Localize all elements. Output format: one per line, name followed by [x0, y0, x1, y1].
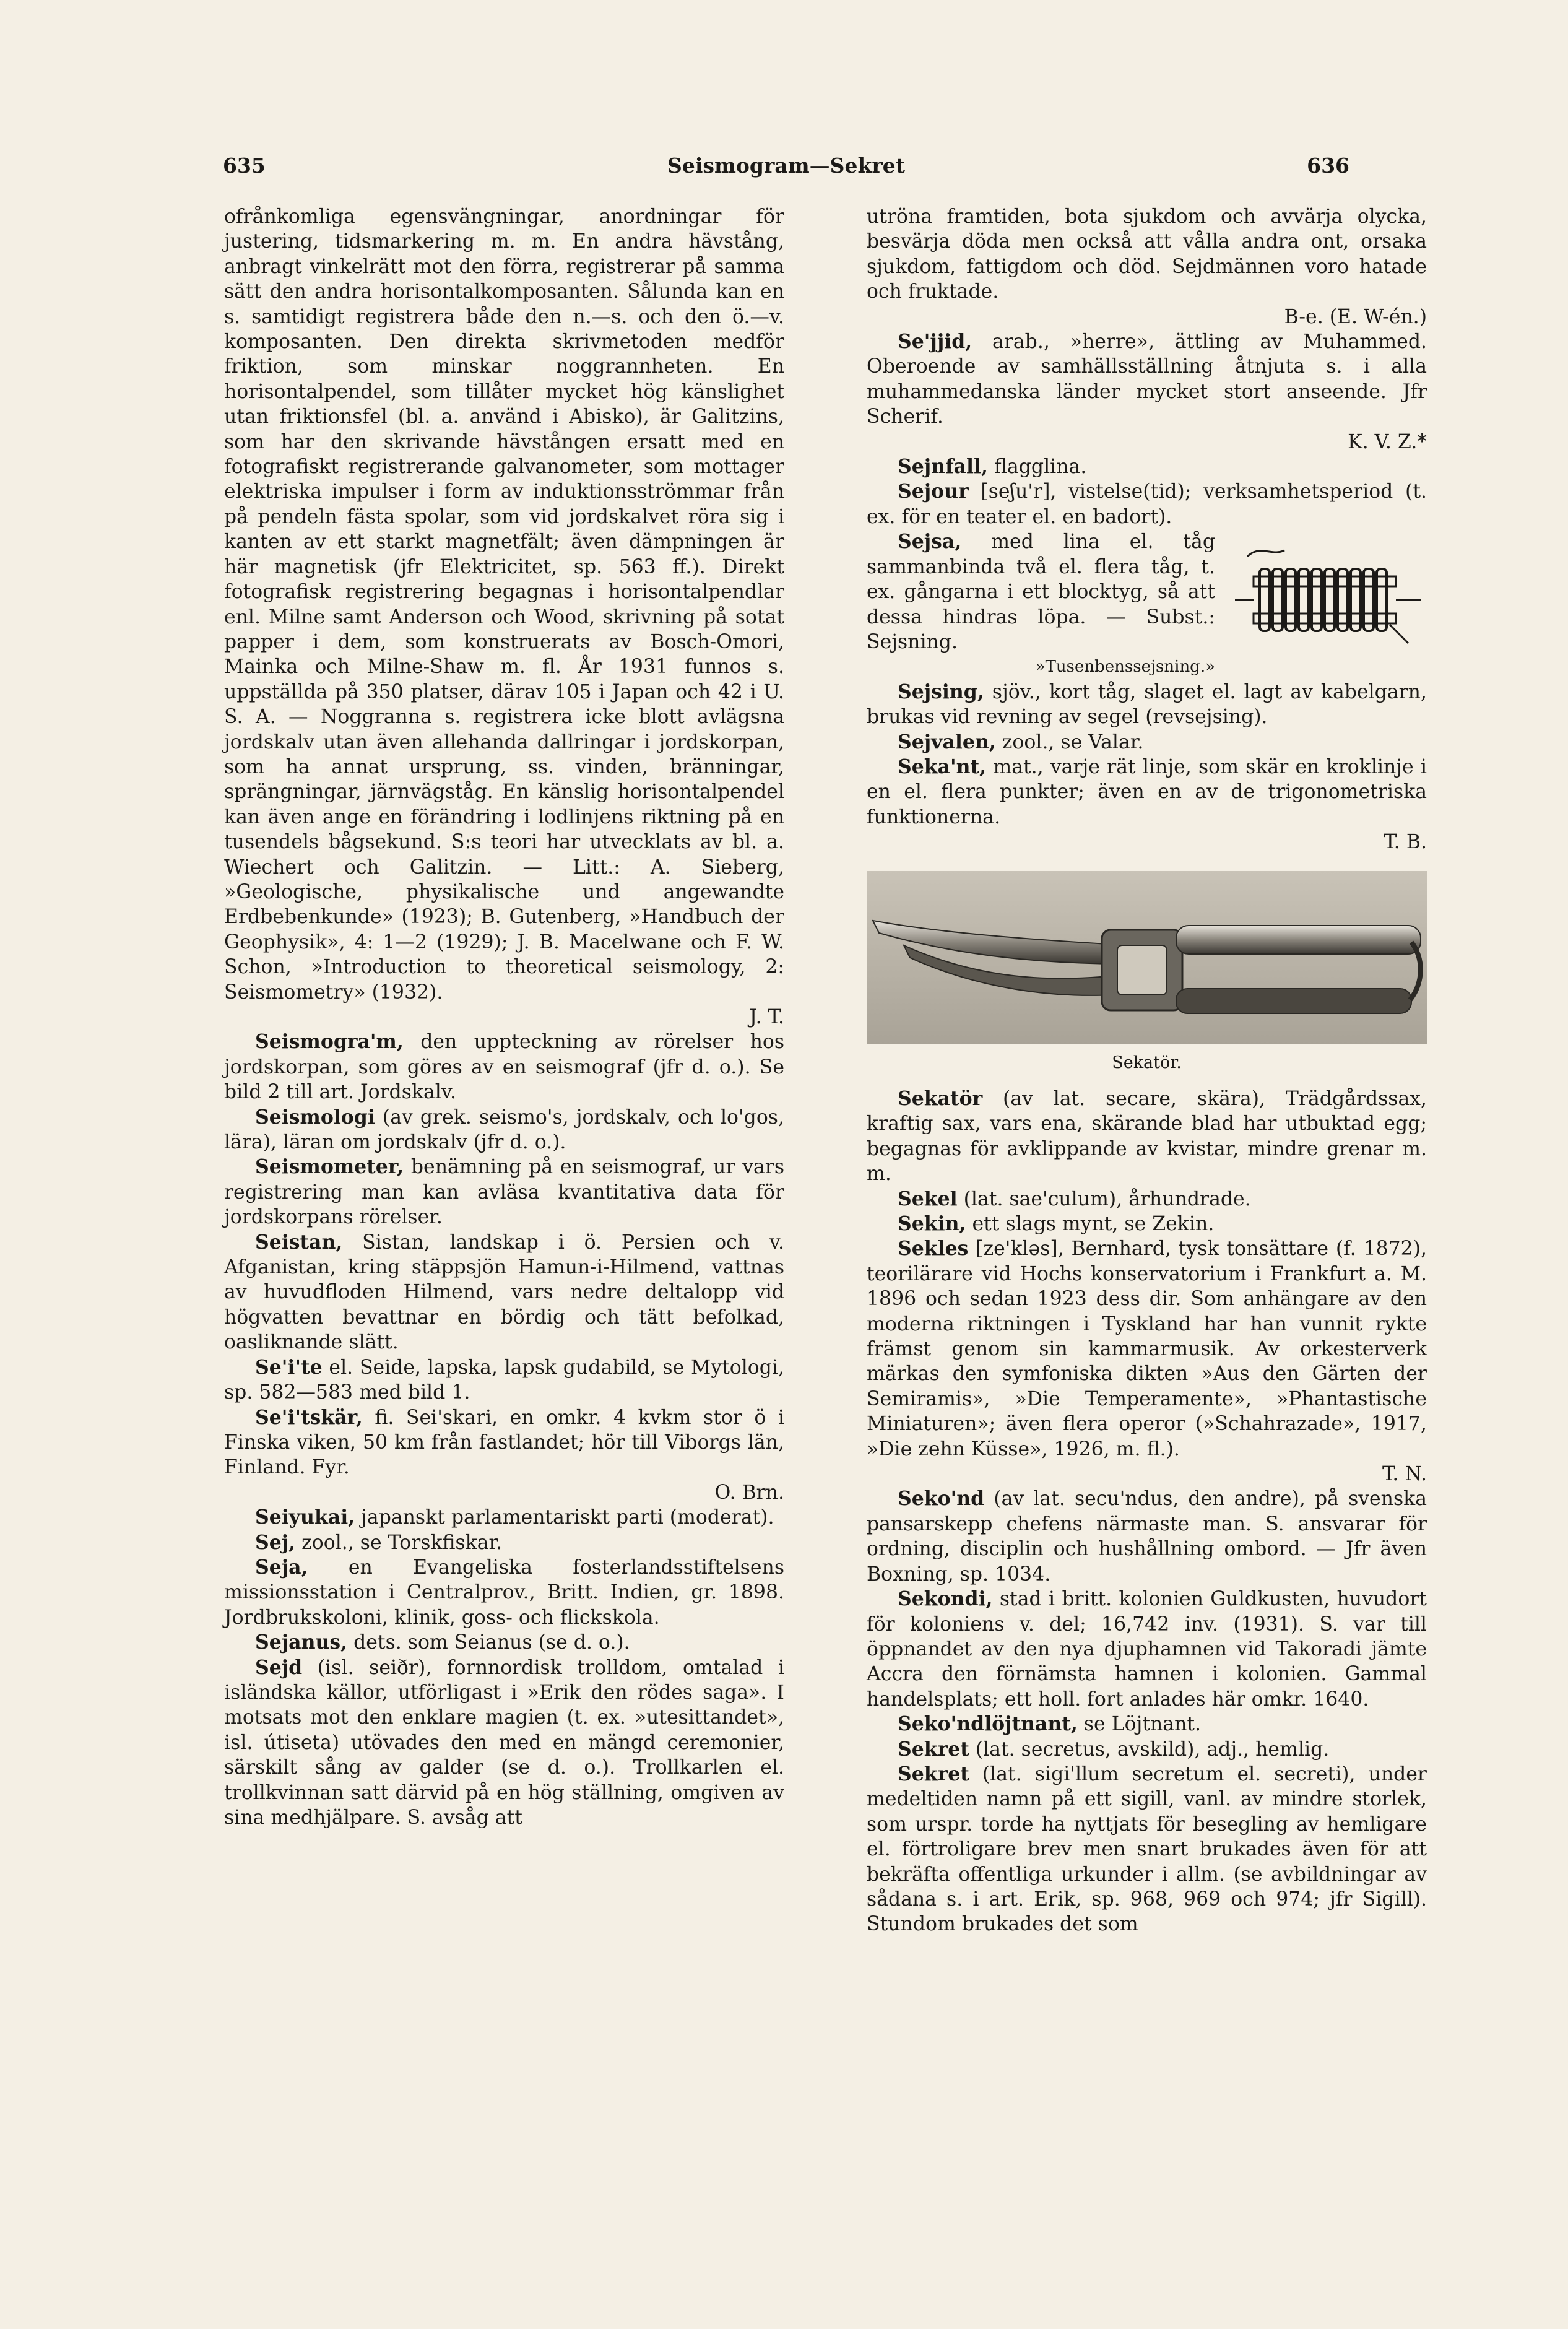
rope-turn [1260, 569, 1270, 631]
entry-text: [ze'kləs], Bernhard, tysk tonsättare (f. 1872), teorilärare vid Hochs konservatorium i Frankfurt a. M. 1896 och sedan 1923 dess dir. Som anhängare av den moderna riktningen i Tyskland har han vunnit rykte främst genom sin kammarmusik. Av orkesterverk märkas den symfoniska dikten »Aus den Gärten der Semiramis», »Die Temperamente», »Phantastische Miniaturen»; även flera operor (»Schahrazade», 1917, »Die zehn Küsse», 1926, m. fl.). [867, 1238, 1427, 1460]
headword: Seja, [255, 1555, 308, 1579]
entry-text: flagglina. [987, 456, 1087, 479]
author-signature: T. B. [1384, 831, 1427, 854]
headword: Seka'nt, [898, 755, 987, 778]
entry-text: el. Seide, lapska, lapsk gudabild, se Mytologi, sp. 582—583 med bild 1. [224, 1356, 784, 1404]
rope-turn [1273, 569, 1283, 631]
headword: Se'i'tskär, [255, 1405, 363, 1429]
headword: Sejsing, [898, 680, 984, 703]
headword: Sekatör [898, 1086, 983, 1110]
dictionary-entry [867, 1086, 1427, 1187]
dictionary-entry [224, 1530, 784, 1555]
right-column-top-entries [867, 204, 1427, 529]
dictionary-entry [224, 1555, 784, 1630]
entry-text: mat., varje rät linje, som skär en kroklinje i en el. flera punkter; även en av de trigonometriska funktionerna. [867, 755, 1427, 828]
dictionary-entry [867, 1187, 1427, 1212]
dictionary-entry [867, 454, 1427, 479]
dictionary-entry [224, 1405, 784, 1506]
headword: Sejour [898, 480, 969, 503]
dictionary-entry [867, 755, 1427, 855]
entry-text: den uppteckning av rörelser hos jordskorpan, som göres av en seismograf (jfr d. o.). Se bild 2 till art. Jordskalv. [224, 1031, 784, 1104]
rope-turn [1312, 569, 1322, 631]
entry-text: (isl. seiðr), fornnordisk trolldom, omtalad i isländska källor, utförligast i »Erik den rödes saga». I motsats mot den enklare magien (t. ex. »utesittandet», isl. útiseta) utövades den med en mängd ceremonier, särskilt sång av galder (se d. o.). Trollkarlen el. trollkvinnan satt därvid på en hög ställning, omgiven av sina medhjälpare. S. avsåg att [224, 1656, 784, 1829]
dictionary-entry [224, 1030, 784, 1104]
rope-turn [1377, 569, 1387, 631]
right-column [867, 204, 1427, 1937]
entry-text: (av lat. secu'ndus, den andre), på svenska pansarskepp chefens närmaste man. S. ansvarar för ordning, disciplin och hushållning ombord. — Jfr även Boxning, sp. 1034. [867, 1488, 1427, 1585]
shears-pivot-window [1117, 945, 1167, 995]
dictionary-entry [867, 1236, 1427, 1486]
headword: Sejanus, [255, 1631, 348, 1654]
entry-text: sjöv., kort tåg, slaget el. lagt av kabelgarn, brukas vid revning av segel (revsejsing). [867, 680, 1427, 729]
headword: Sejvalen, [898, 730, 996, 753]
headword: Sekret [898, 1737, 969, 1761]
headword: Seko'ndlöjtnant, [898, 1712, 1078, 1736]
right-column-bottom-entries [867, 1086, 1427, 1937]
author-signature: K. V. Z.* [1348, 430, 1427, 453]
rope-turn [1351, 569, 1361, 631]
headword: Seiyukai, [255, 1506, 355, 1529]
sejsa-entry-block [867, 529, 1427, 679]
headword: Sejd [255, 1655, 303, 1679]
headword: Sekin, [898, 1212, 966, 1235]
headword: Sej, [255, 1530, 296, 1554]
dictionary-entry [224, 1355, 784, 1405]
author-signature: J. T. [749, 1006, 784, 1028]
headword: Sekret [898, 1762, 969, 1785]
author-signature: O. Brn. [714, 1481, 784, 1504]
rope-seizing-illustration [1223, 532, 1427, 656]
entry-text: en Evangeliska fosterlandsstiftelsens missionsstation i Centralprov., Britt. Indien, gr. 1898. Jordbrukskoloni, klinik, goss- och flickskola. [224, 1556, 784, 1629]
headword: Seko'nd [898, 1487, 985, 1511]
dictionary-entry [224, 1230, 784, 1355]
entry-continuation [224, 204, 784, 1030]
entry-text: benämning på en seismograf, ur vars registrering man kan avläsa kvantitativa data för jordskorpans rörelser. [224, 1156, 784, 1229]
dictionary-entry [867, 1212, 1427, 1236]
entry-text: arab., »herre», ättling av Muhammed. Oberoende av samhällsställning åtnjuta s. i alla muhammedanska länder mycket stort anseende. Jfr Scherif. [867, 331, 1427, 428]
pruning-shears-image [867, 871, 1427, 1044]
dictionary-entry [867, 479, 1427, 529]
headword: Seistan, [255, 1230, 343, 1254]
right-column-mid-entries [867, 680, 1427, 855]
dictionary-entry [867, 1737, 1427, 1762]
rope-turn [1364, 569, 1374, 631]
headword: Sejnfall, [898, 455, 988, 479]
entry-text: stad i britt. kolonien Guldkusten, huvudort för koloniens v. del; 16,742 inv. (1931). S. var till öppnandet av den nya djuphamnen vid Takoradi jämte Accra den förnämsta hamnen i kolonien. Gammal handelsplats; ett holl. fort anlades här omkr. 1640. [867, 1588, 1427, 1711]
entry-continuation [867, 204, 1427, 329]
entry-text: fi. Sei'skari, en omkr. 4 kvkm stor ö i Finska viken, 50 km från fastlandet; hör till Viborgs län, Finland. Fyr. [224, 1406, 784, 1479]
headword: Seismologi [255, 1105, 375, 1129]
dictionary-entry [867, 329, 1427, 454]
entry-text: ett slags mynt, se Zekin. [966, 1213, 1215, 1235]
author-signature: T. N. [1382, 1463, 1427, 1486]
entry-text: Sistan, landskap i ö. Persien och v. Afganistan, kring stäppsjön Hamun-i-Hilmend, vattnas av huvudfloden Hilmend, vars nedre deltalopp vid högvatten bevattnar en bördig och tätt befolkad, oasliknande slätt. [224, 1231, 784, 1354]
left-column [224, 204, 784, 1830]
entry-text: zool., se Torskfiskar. [295, 1531, 503, 1554]
entry-text: [seʃu'r], vistelse(tid); verksamhetsperiod (t. ex. för en teater el. en badort). [867, 480, 1427, 528]
dictionary-entry [867, 1712, 1427, 1737]
shears-handle-bottom [1176, 989, 1411, 1013]
dictionary-entry [867, 730, 1427, 755]
entry-text: (lat. sigi'llum secretum el. secreti), under medeltiden namn på ett sigill, vanl. av mindre storlek, som urspr. torde ha nyttjats för besegling av hemligare el. förtroligare brev men snart brukades även för att bekräfta offentliga urkunder i allm. (se avbildningar av sådana s. i art. Erik, sp. 968, 969 och 974; jfr Sigill). Stundom brukades det som [867, 1763, 1427, 1936]
dictionary-entry [224, 1155, 784, 1230]
rope-end-top [1247, 550, 1284, 557]
rope-turn [1286, 569, 1296, 631]
dictionary-entry [224, 1655, 784, 1831]
entry-text: (lat. sae'culum), århundrade. [957, 1187, 1251, 1210]
headword: Sekel [898, 1187, 958, 1210]
entry-text: zool., se Valar. [995, 731, 1144, 753]
headword: Se'i'te [255, 1355, 323, 1379]
dictionary-entry [867, 680, 1427, 730]
headword: Sekles [898, 1237, 969, 1260]
headword: Sejsa, [898, 530, 962, 553]
left-page-number: 635 [223, 154, 266, 178]
photo-caption: Sekatör. [1112, 1052, 1182, 1072]
dictionary-entry [867, 1486, 1427, 1587]
pruning-shears-photo [867, 871, 1427, 1044]
entry-text: dets. som Seianus (se d. o.). [347, 1631, 630, 1654]
entry-text: med lina el. tåg sammanbinda två el. flera tåg, t. ex. gångarna i ett blocktyg, så att dessa hindras löpa. — Subst.: Sejsning. [867, 531, 1215, 653]
entry-text: se Löjtnant. [1077, 1713, 1202, 1736]
right-page-number: 636 [1307, 154, 1349, 178]
entry-text: utröna framtiden, bota sjukdom och avvärja olycka, besvärja döda men också att vålla andra ont, orsaka sjukdom, fattigdom och död. Sejdmännen voro hatade och fruktade. [867, 206, 1427, 303]
dictionary-entry [224, 1630, 784, 1655]
rope-caption: »Tusenbenssejsning.» [1035, 657, 1215, 677]
author-signature: B-e. (E. W-én.) [1284, 305, 1427, 328]
dictionary-entry [867, 1587, 1427, 1712]
rope-turns [1260, 569, 1387, 631]
entry-text: (av lat. secare, skära), Trädgårdssax, kraftig sax, vars ena, skärande blad har utbuktad egg; begagnas för avklippande av kvistar, mindre grenar m. m. [867, 1087, 1427, 1186]
headword: Se'jjid, [898, 330, 972, 353]
rope-turn [1338, 569, 1348, 631]
rope-turn [1299, 569, 1309, 631]
entry-text: (av grek. seismo's, jordskalv, och lo'gos, lära), läran om jordskalv (jfr d. o.). [224, 1106, 784, 1154]
entry-text: ofrånkomliga egensvängningar, anordningar för justering, tidsmarkering m. m. En andra hävstång, anbragt vinkelrätt mot den förra, registrerar på samma sätt den andra horisontalkomposanten. Sålunda kan en s. samtidigt registrera både den n.—s. och den ö.—v. komposanten. Den direkta skrivmetoden medför friktion, som minskar noggrannheten. En horisontalpendel, som tillåter mycket hög känslighet utan friktionsfel (bl. a. använd i Abisko), är Galitzins, som har den skrivande hävstången ersatt med en fotografiskt registrerande galvanometer, som mottager elektriska impulser i form av induktionsströmmar från på pendeln fästa spolar, som vid jordskalvet röra sig i kanten av ett starkt magnetfält; även dämpningen är här magnetisk (jfr Elektricitet, sp. 563 ff.). Direkt fotografisk registrering begagnas i horisontalpendlar enl. Milne samt Anderson och Wood, skrivning på sotat papper i dem, som konstruerats av Bosch-Omori, Mainka och Milne-Shaw m. fl. År 1931 funnos s. uppställda på 350 platser, därav 105 i Japan och 42 i U. S. A. — Noggranna s. registrera icke blott avlägsna jordskalv utan även allehanda dallringar i jordskorpan, som ha annat ursprung, ss. vinden, bränningar, sprängningar, järnvägståg. En känslig horisontalpendel kan även ange en förändring i lodlinjens riktning på en tusendels bågsekund. S:s teori har utvecklats av bl. a. Wiechert och Galitzin. — Litt.: A. Sieberg, »Geologische, physikalische und angewandte Erdbebenkunde» (1923); B. Gutenberg, »Handbuch der Geophysik», 4: 1—2 (1929); J. B. Macelwane och F. W. Schon, »Introduction to theoretical seismology, 2: Seismometry» (1932). [224, 206, 784, 1004]
page-header [223, 154, 1349, 184]
dictionary-entry [867, 1762, 1427, 1937]
entry-text: (lat. secretus, avskild), adj., hemlig. [969, 1738, 1330, 1761]
dictionary-entry [224, 1105, 784, 1155]
shears-handle-top [1176, 926, 1421, 954]
rope-turn [1325, 569, 1335, 631]
rope-tail [1390, 625, 1408, 643]
headword: Seismogra'm, [255, 1030, 404, 1054]
headword: Seismometer, [255, 1155, 404, 1179]
entry-text: japanskt parlamentariskt parti (moderat). [355, 1506, 774, 1529]
headword: Sekondi, [898, 1587, 993, 1611]
running-title: Seismogram—Sekret [667, 154, 905, 178]
dictionary-entry [224, 1505, 784, 1530]
